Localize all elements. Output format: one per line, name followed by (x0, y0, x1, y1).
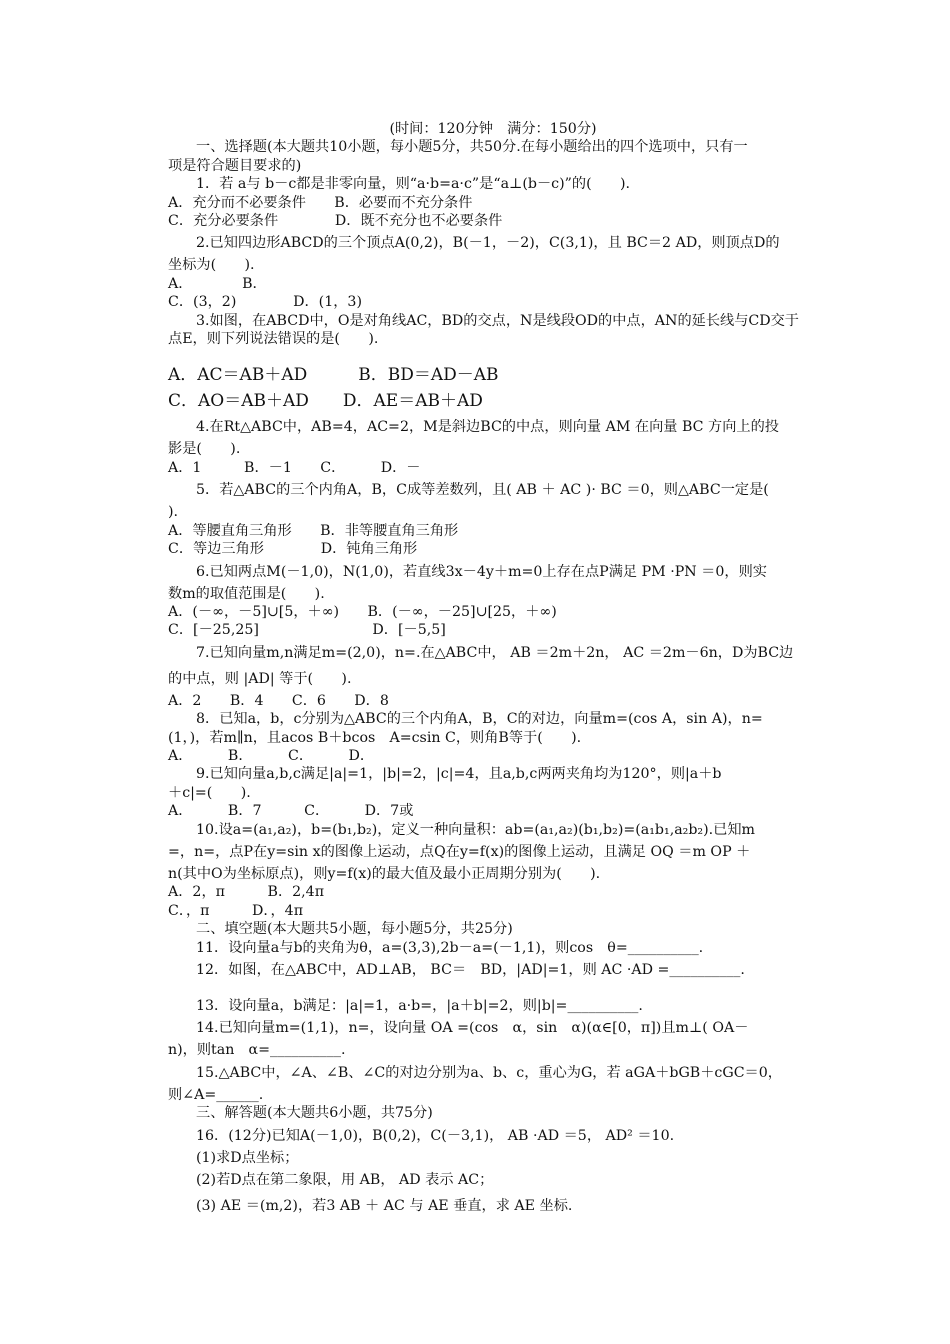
q9-stem: 9.已知向量a,b,c满足|a|=1，|b|=2，|c|=4，且a,b,c两两夹角均为120°，则|a＋b (196, 766, 722, 783)
q6-stem: 6.已知两点M(－1,0)，N(1,0)，若直线3x－4y＋m=0上存在点P满足 PM ·PN ＝0，则实 (196, 563, 767, 580)
q4-stem-cont: 影是( ). (168, 441, 241, 458)
q14-stem-cont: n)，则tan α=__________. (168, 1042, 346, 1059)
q10-options-row1: A．2，π B．2,4π (168, 884, 325, 901)
section1-title: 一、选择题(本大题共10小题，每小题5分，共50分.在每小题给出的四个选项中，只有一 (196, 139, 748, 156)
q5-stem: 5．若△ABC的三个内角A，B，C成等差数列，且( AB ＋ AC )· BC ＝0，则△ABC一定是( (196, 482, 769, 499)
q9-stem-cont: ＋c|=( ). (168, 784, 251, 801)
q16-sub3: (3) AE ＝(m,2)，若3 AB ＋ AC 与 AE 垂直，求 AE 坐标. (196, 1198, 573, 1215)
q5-stem-cont: ). (168, 504, 179, 521)
q8-stem: 8．已知a，b，c分别为△ABC的三个内角A，B，C的对边，向量m=(cos A，sin A)，n= (196, 711, 763, 728)
q7-options: A．2 B．4 C．6 D．8 (168, 692, 389, 709)
q15-stem: 15.△ABC中，∠A、∠B、∠C的对边分别为a、b、c，重心为G，若 aGA＋bGB＋cGC＝0， (196, 1064, 782, 1081)
q2-options-row2: C．(3，2) D．(1，3) (168, 294, 362, 311)
q5-options-row2: C．等边三角形 D．钝角三角形 (168, 541, 418, 558)
q10-options-row2: C．，π D．，4π (168, 902, 304, 919)
q5-options-row1: A．等腰直角三角形 B．非等腰直角三角形 (168, 522, 459, 539)
q2-stem: 2.已知四边形ABCD的三个顶点A(0,2)，B(－1，－2)，C(3,1)，且 BC＝2 AD，则顶点D的 (196, 235, 780, 252)
section2-title: 二、填空题(本大题共5小题，每小题5分，共25分) (196, 921, 513, 938)
q12-stem: 12．如图，在△ABC中，AD⊥AB， BC＝ BD，|AD|=1，则 AC ·AD =__________. (196, 962, 745, 978)
q4-options: A．1 B．－1 C． D．－ (168, 459, 421, 476)
q2-stem-cont: 坐标为( ). (168, 257, 255, 274)
q9-options: A． B．7 C． D．7或 (168, 803, 414, 820)
q13-stem: 13．设向量a，b满足：|a|=1，a·b=，|a＋b|=2，则|b|=__________. (196, 998, 643, 1014)
q16-sub1: (1)求D点坐标； (196, 1149, 299, 1166)
q3-stem: 3.如图，在ABCD中，O是对角线AC，BD的交点，N是线段OD的中点，AN的延长线与CD交于 (196, 312, 799, 329)
q10-stem-cont: =，n=，点P在y=sin x的图像上运动，点Q在y=f(x)的图像上运动，且满足 OQ ＝m OP ＋ (168, 843, 751, 860)
section1-title-cont: 项是符合题目要求的) (168, 157, 302, 174)
q7-stem: 7.已知向量m,n满足m=(2,0)，n=.在△ABC中， AB ＝2m＋2n， AC ＝2m－6n，D为BC边 (196, 644, 794, 661)
section3-title: 三、解答题(本大题共6小题，共75分) (196, 1105, 433, 1122)
q8-stem-cont: (1，)，若m∥n，且acos B＋bcos A=csin C，则角B等于( ). (168, 729, 582, 746)
q6-stem-cont: 数m的取值范围是( ). (168, 585, 325, 602)
q1-stem: 1．若 a与 b－c都是非零向量，则“a·b=a·c”是“a⊥(b－c)”的( ). (196, 176, 631, 193)
q15-stem-cont: 则∠A=______. (168, 1086, 264, 1103)
q3-stem-cont: 点E，则下列说法错误的是( ). (168, 331, 379, 348)
q10-stem-cont2: n(其中O为坐标原点)，则y=f(x)的最大值及最小正周期分别为( ). (168, 865, 601, 882)
q14-stem: 14.已知向量m=(1,1)，n=，设向量 OA =(cos α，sin α)(α∈[0，π])且m⊥( OA－ (196, 1020, 749, 1037)
spacer (168, 983, 818, 997)
exam-page (168, 120, 818, 1219)
exam-time-score: (时间：120分钟 满分：150分) (389, 121, 597, 137)
q7-stem-cont: 的中点，则 |AD| 等于( ). (168, 670, 352, 687)
q2-options-row1: A． B． (168, 275, 267, 292)
q1-options-row2: C．充分必要条件 D．既不充分也不必要条件 (168, 213, 503, 230)
q3-options-row1: A．AC＝AB＋AD B．BD＝AD－AB (168, 365, 499, 386)
q1-options-row1: A．充分而不必要条件 B．必要而不充分条件 (168, 194, 473, 211)
q11-stem: 11．设向量a与b的夹角为θ，a=(3,3),2b－a=(－1,1)，则cos θ=__________. (196, 939, 704, 956)
q4-stem: 4.在Rt△ABC中，AB=4，AC=2，M是斜边BC的中点，则向量 AM 在向量 BC 方向上的投 (196, 419, 779, 436)
q8-options: A． B． C． D． (168, 747, 375, 764)
q10-stem: 10.设a=(a₁,a₂)，b=(b₁,b₂)，定义一种向量积：ab=(a₁,a₂)(b₁,b₂)=(a₁b₁,a₂b₂).已知m (196, 821, 755, 838)
q6-options-row2: C．[－25,25] D．[－5,5] (168, 622, 446, 639)
spacer (168, 348, 818, 362)
q16-sub2: (2)若D点在第二象限，用 AB， AD 表示 AC； (196, 1172, 494, 1189)
q6-options-row1: A．(－∞，－5]∪[5，＋∞) B．(－∞，－25]∪[25，＋∞) (168, 603, 557, 620)
q16-stem: 16．(12分)已知A(－1,0)，B(0,2)，C(－3,1)， AB ·AD ＝5， AD² ＝10. (196, 1127, 675, 1144)
q3-options-row2: C．AO＝AB＋AD D．AE＝AB＋AD (168, 391, 483, 412)
